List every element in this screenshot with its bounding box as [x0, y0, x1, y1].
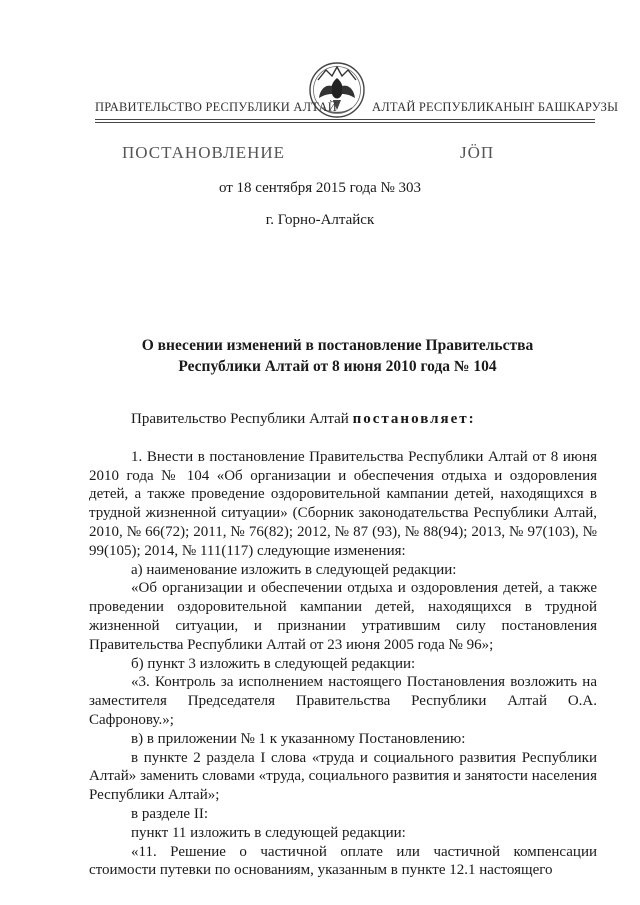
org-name-altai: АЛТАЙ РЕСПУБЛИКАНЫҤ БАШКАРУЗЫ: [372, 100, 619, 114]
letterhead-rule-thick: [95, 122, 595, 123]
body-paragraph: «Об организации и обеспечении отдыха и оздоровления детей, а также проведении оздоровительной кампании детей, находящихся в трудной жизненной ситуации, и признании утратившим силу постановления Правительства Республики Алтай от 23 июня 2005 года № 96»;: [89, 580, 597, 653]
body-paragraph: б) пункт 3 изложить в следующей редакции:: [131, 655, 416, 672]
title-line: Республики Алтай от 8 июня 2010 года № 104: [178, 358, 497, 375]
document-body: [89, 410, 597, 880]
body-paragraph: «3. Контроль за исполнением настоящего Постановления возложить на заместителя Председателя Правительства Республики Алтай О.А. Сафронову.»;: [89, 674, 597, 728]
preamble: [89, 410, 597, 429]
body-paragraph: в) в приложении № 1 к указанному Постановлению:: [131, 730, 466, 747]
body-paragraph: в разделе II:: [131, 805, 208, 822]
document-date-number: от 18 сентября 2015 года № 303: [218, 180, 422, 196]
title-line: О внесении изменений в постановление Правительства: [141, 337, 534, 354]
body-paragraph: «11. Решение о частичной оплате или частичной компенсации стоимости путевки по основаниям, указанным в пункте 12.1 настоящего: [89, 843, 597, 879]
body-paragraph: в пункте 2 раздела I слова «труда и социального развития Республики Алтай» заменить словами «труда, социального развития и занятости населения Республики Алтай»;: [89, 749, 597, 804]
doc-type-altai: JÖП: [460, 143, 495, 162]
preamble-verb: постановляет:: [352, 411, 476, 427]
body-paragraph: а) наименование изложить в следующей редакции:: [131, 561, 457, 578]
doc-type-russian: ПОСТАНОВЛЕНИЕ: [122, 143, 286, 162]
body-paragraph: 1. Внести в постановление Правительства Республики Алтай от 8 июня 2010 года № 104 «Об организации и обеспечения отдыха и оздоровления детей, а также проведение оздоровительной кампании детей, находящихся в трудной жизненной ситуации» (Сборник законодательства Республики Алтай, 2010, № 66(72); 2011, № 76(82); 2012, № 87 (93), № 88(94); 2013, № 97(103), № 99(105); 2014, № 111(117) следующие изменения:: [89, 448, 597, 559]
preamble-lead: Правительство Республики Алтай: [131, 411, 353, 427]
body-paragraph: пункт 11 изложить в следующей редакции:: [131, 824, 406, 841]
org-name-russian: ПРАВИТЕЛЬСТВО РЕСПУБЛИКИ АЛТАЙ: [95, 100, 337, 114]
document-title: [100, 335, 575, 377]
document-city: г. Горно-Алтайск: [265, 212, 375, 228]
letterhead-rule-thin: [95, 119, 595, 120]
